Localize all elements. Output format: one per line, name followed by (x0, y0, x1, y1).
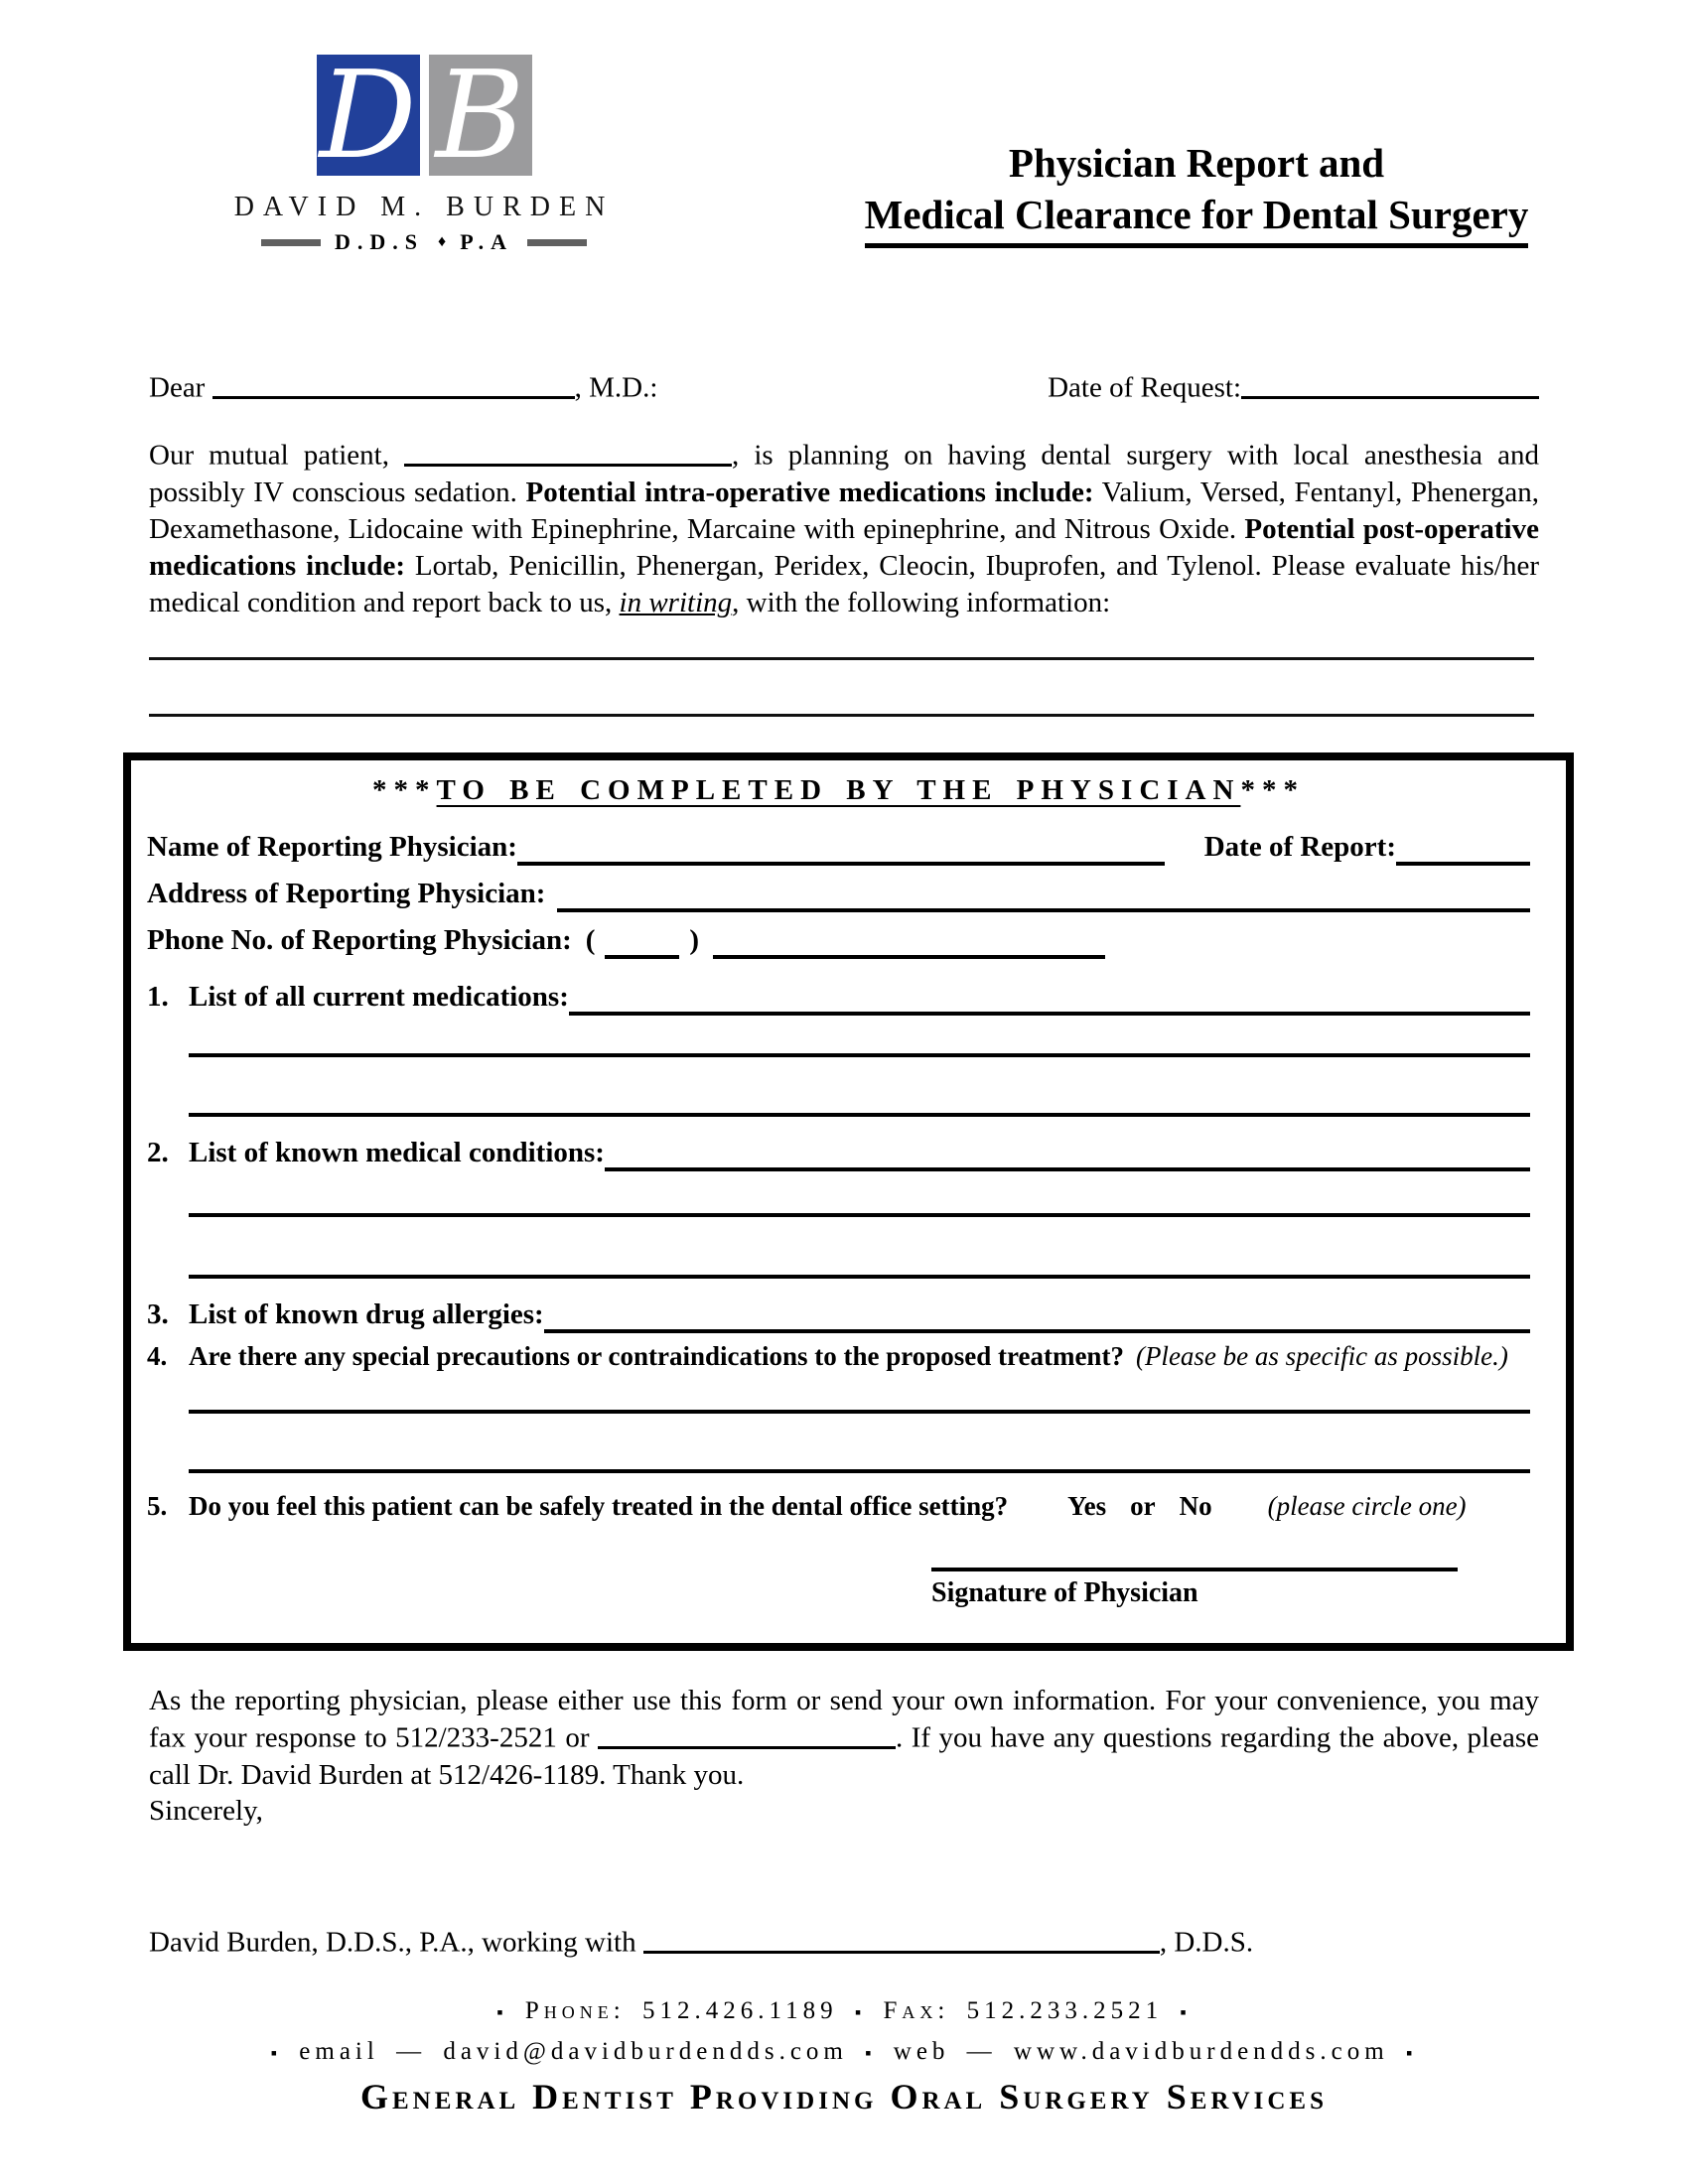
dash-separator: — (966, 2038, 997, 2065)
md-suffix: , M.D.: (574, 371, 658, 404)
intro-text-2: , is planning on having dental surgery with local anesthesia and possibly IV conscious sedation. (149, 439, 1539, 508)
dash-separator: — (396, 2038, 427, 2065)
area-code-close-paren: ) (689, 924, 700, 956)
salutation-left (149, 369, 657, 405)
logo-gray-square (429, 55, 532, 176)
conditions-line-3[interactable] (189, 1275, 1530, 1279)
footer-phone-fax-line (0, 1997, 1688, 2025)
medical-conditions-field[interactable] (605, 1144, 1530, 1171)
question-3-number: 3. (147, 1298, 169, 1330)
document-title (804, 137, 1589, 248)
bullet-icon: ▪ (854, 2001, 867, 2022)
question-2-number: 2. (147, 1137, 169, 1168)
bullet-icon: ▪ (1180, 2001, 1192, 2022)
question-1-row (147, 981, 1530, 1014)
reporting-physician-address-label: Address of Reporting Physician: (147, 878, 546, 909)
question-3-label: List of known drug allergies: (189, 1298, 544, 1330)
date-of-report-field[interactable] (1396, 838, 1530, 866)
heading-text: TO BE COMPLETED BY THE PHYSICIAN (436, 774, 1241, 806)
logo-blue-square (317, 55, 420, 176)
patient-name-field[interactable] (404, 439, 732, 467)
in-writing-emphasis: in writing (619, 586, 733, 618)
reporting-physician-name-label: Name of Reporting Physician: (147, 831, 517, 863)
physician-name-field[interactable] (212, 371, 575, 399)
question-4-label: Are there any special precautions or contraindications to the proposed treatment? (189, 1341, 1124, 1371)
answer-no-option[interactable]: No (1179, 1491, 1212, 1521)
phone-number-field[interactable] (713, 931, 1105, 959)
closing-text-1: As the reporting physician, please either use this form or send your own information. For your convenience, you may fax your response to 512/233-2521 or (149, 1685, 1539, 1754)
date-of-request-label: Date of Request: (1048, 371, 1241, 404)
write-in-line-2[interactable] (149, 714, 1534, 717)
title-line-1: Physician Report and (1008, 140, 1385, 186)
physician-fields (147, 831, 1530, 957)
bullet-icon: ▪ (496, 2001, 508, 2022)
bullet-icon: ▪ (865, 2042, 877, 2063)
closing-paragraph (149, 1683, 1539, 1794)
current-medications-field[interactable] (569, 988, 1530, 1016)
working-with-text: David Burden, D.D.S., P.A., working with (149, 1926, 636, 1959)
footer-email-web-line (0, 2038, 1688, 2066)
question-5-label: Do you feel this patient can be safely treated in the dental office setting? (189, 1491, 1009, 1521)
heading-stars-right: *** (1240, 774, 1305, 806)
logo-left-bar (261, 239, 321, 246)
signature-block (931, 1568, 1458, 1609)
question-2-label: List of known medical conditions: (189, 1137, 605, 1168)
question-1-label: List of all current medications: (189, 981, 569, 1013)
footer (0, 1997, 1688, 2117)
write-in-line-1[interactable] (149, 657, 1534, 660)
precautions-line-2[interactable] (189, 1469, 1530, 1473)
footer-phone-number: 512.426.1189 (642, 1997, 838, 2024)
answer-yes-option[interactable]: Yes (1067, 1491, 1107, 1521)
fax-alternative-field[interactable] (598, 1721, 896, 1749)
intro-text-1: Our mutual patient, (149, 439, 389, 472)
footer-fax-number: 512.233.2521 (966, 1997, 1164, 2024)
footer-web-label: web (893, 2038, 950, 2065)
precautions-line-1[interactable] (189, 1410, 1530, 1414)
question-2-row (147, 1137, 1530, 1169)
medications-line-3[interactable] (189, 1113, 1530, 1117)
area-code-open-paren: ( (585, 924, 596, 956)
practice-name: DAVID M. BURDEN (233, 192, 615, 222)
drug-allergies-field[interactable] (544, 1305, 1530, 1333)
credential-pa: P.A (460, 229, 513, 254)
physician-section-box (123, 752, 1574, 1651)
evaluate-request-text: Please evaluate his/her medical condition and report back to us, (149, 549, 1539, 618)
logo-b-monogram-icon: B (435, 55, 525, 176)
question-1-number: 1. (147, 981, 169, 1013)
physician-box-heading (147, 774, 1530, 807)
reporting-physician-name-row (147, 831, 1530, 864)
footer-tagline: General Dentist Providing Oral Surgery Services (359, 2077, 1328, 2116)
working-with-dds-field[interactable] (643, 1926, 1160, 1954)
signature-label: Signature of Physician (931, 1577, 1198, 1608)
medications-line-2[interactable] (189, 1053, 1530, 1057)
working-with-row (149, 1924, 1589, 1960)
bullet-icon: ▪ (1405, 2042, 1418, 2063)
post-operative-meds-label: Potential post-operative medications include: (149, 512, 1539, 582)
logo-d-monogram-icon: D (319, 55, 417, 176)
question-5-note: (please circle one) (1267, 1491, 1467, 1521)
date-of-report-label: Date of Report: (1203, 831, 1396, 863)
reporting-physician-phone-row (147, 924, 1530, 957)
intra-operative-meds-label: Potential intra-operative medications include: (525, 476, 1094, 508)
title-line-2: Medical Clearance for Dental Surgery (865, 189, 1529, 248)
question-4-note: (Please be as specific as possible.) (1135, 1341, 1508, 1371)
practice-logo (211, 55, 637, 255)
heading-stars-left: *** (372, 774, 437, 806)
dear-label: Dear (149, 371, 206, 404)
closing-text-2: . If you have any questions regarding the above, please call Dr. David Burden at 512/426-1189. Thank you. (149, 1721, 1540, 1791)
question-3-row (147, 1298, 1530, 1331)
post-operative-meds-list: Lortab, Penicillin, Phenergan, Peridex, Cleocin, Ibuprofen, and Tylenol. (414, 549, 1262, 582)
sincerely-text: Sincerely, (149, 1795, 263, 1827)
salutation-row (149, 369, 1539, 405)
bullet-icon: ▪ (270, 2042, 283, 2063)
physician-signature-field[interactable] (931, 1568, 1458, 1571)
conditions-line-2[interactable] (189, 1213, 1530, 1217)
question-4-row (147, 1341, 1530, 1372)
reporting-physician-name-field[interactable] (517, 838, 1165, 866)
diamond-icon: ♦ (438, 233, 447, 250)
footer-phone-label: Phone: (524, 1997, 626, 2024)
reporting-physician-address-field[interactable] (557, 885, 1530, 912)
date-of-request-field[interactable] (1241, 371, 1539, 399)
logo-right-bar (527, 239, 587, 246)
logo-monogram (211, 55, 637, 176)
footer-email-label: email (299, 2038, 379, 2065)
reporting-physician-address-row (147, 878, 1530, 910)
footer-email-address: david@davidburdendds.com (443, 2038, 848, 2065)
answer-or-text: or (1130, 1491, 1156, 1521)
footer-web-address: www.davidburdendds.com (1013, 2038, 1389, 2065)
area-code-field[interactable] (605, 931, 679, 959)
credential-dds: D.D.S (335, 229, 425, 254)
question-5-number: 5. (147, 1491, 168, 1521)
question-5-row (147, 1491, 1530, 1522)
working-with-suffix: , D.D.S. (1159, 1926, 1254, 1959)
reporting-physician-phone-label: Phone No. of Reporting Physician: (147, 924, 572, 956)
salutation-right (1048, 369, 1539, 405)
question-4-number: 4. (147, 1341, 168, 1371)
footer-fax-label: Fax: (883, 1997, 950, 2024)
intro-paragraph (149, 437, 1539, 621)
intra-operative-meds-list: Valium, Versed, Fentanyl, Phenergan, Dexamethasone, Lidocaine with Epinephrine, Marcaine with epinephrine, and Nitrous Oxide. (149, 476, 1540, 545)
evaluate-request-tail: , with the following information: (732, 586, 1111, 618)
practice-credentials (211, 229, 637, 255)
